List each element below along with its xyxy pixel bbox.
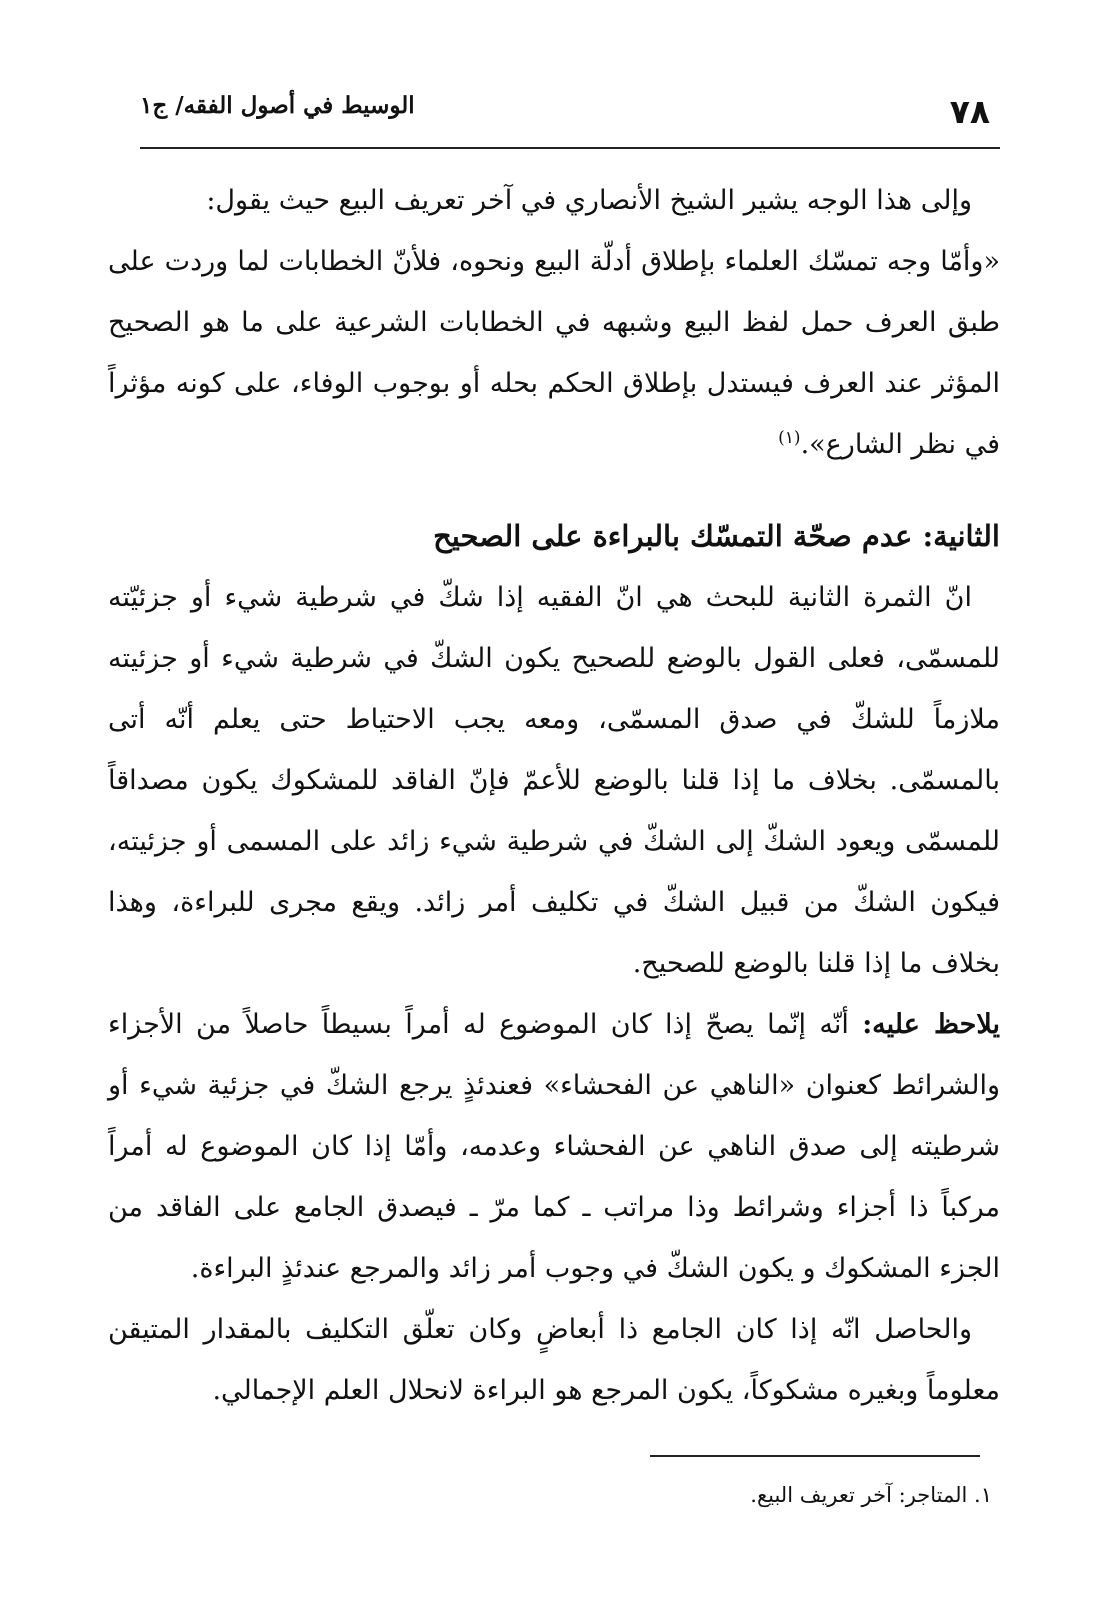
remark-label: يلاحظ عليه: — [862, 1009, 1000, 1040]
footnote-divider — [650, 1455, 980, 1457]
footnote: ١. المتاجر: آخر تعريف البيع. — [750, 1483, 992, 1507]
body-paragraph-3: والحاصل انّه إذا كان الجامع ذا أبعاضٍ وكان تعلّق التكليف بالمقدار المتيقن معلوماً وبغيره مشكوكاً، يكون المرجع هو البراءة لانحلال العلم الإجمالي. — [108, 1314, 1000, 1406]
section-heading: الثانية: عدم صحّة التمسّك بالبراءة على الصحيح — [433, 519, 1000, 553]
intro-paragraph: وإلى هذا الوجه يشير الشيخ الأنصاري في آخر تعريف البيع حيث يقول: — [206, 185, 972, 216]
remark-text: أنّه إنّما يصحّ إذا كان الموضوع له أمراً بسيطاً حاصلاً من الأجزاء والشرائط كعنوان «الناهي عن الفحشاء» فعندئذٍ يرجع الشكّ في جزئية شيء أو شرطيته إلى صدق الناهي عن الفحشاء وعدمه، وأمّا إذا كان الموضوع له أمراً مركباً ذا أجزاء وشرائط وذا مراتب ـ كما مرّ ـ فيصدق الجامع على الفاقد من الجزء المشكوك و يكون الشكّ في وجوب أمر زائد والمرجع عندئذٍ البراءة. — [108, 1009, 1000, 1284]
page-header — [130, 82, 998, 142]
quote-paragraph — [108, 231, 1000, 475]
running-title: الوسيط في أصول الفقه/ ج١ — [140, 92, 415, 119]
quotation-text: «وأمّا وجه تمسّك العلماء بإطلاق أدلّة البيع ونحوه، فلأنّ الخطابات لما وردت على طبق العرف حمل لفظ البيع وشبهه في الخطابات الشرعية على ما هو الصحيح المؤثر عند العرف فيستدل بإطلاق الحكم بحله أو بوجوب الوفاء، على كونه مؤثراً في نظر الشارع». — [108, 246, 1000, 460]
footnote-reference: (١) — [778, 428, 801, 448]
body-paragraph-2 — [108, 994, 1000, 1299]
header-divider — [140, 147, 1000, 149]
body-paragraph-1: انّ الثمرة الثانية للبحث هي انّ الفقيه إذا شكّ في شرطية شيء أو جزئيّته للمسمّى، فعلى القول بالوضع للصحيح يكون الشكّ في شرطية شيء أو جزئيته ملازماً للشكّ في صدق المسمّى، ومعه يجب الاحتياط حتى يعلم أنّه أتى بالمسمّى. بخلاف ما إذا قلنا بالوضع للأعمّ فإنّ الفاقد للمشكوك يكون مصداقاً للمسمّى ويعود الشكّ إلى الشكّ في شرطية شيء زائد على المسمى أو جزئيته، فيكون الشكّ من قبيل الشكّ في تكليف أمر زائد. ويقع مجرى للبراءة، وهذا بخلاف ما إذا قلنا بالوضع للصحيح. — [108, 582, 1000, 979]
page-number: ٧٨ — [949, 92, 990, 131]
main-text — [108, 170, 1000, 1421]
